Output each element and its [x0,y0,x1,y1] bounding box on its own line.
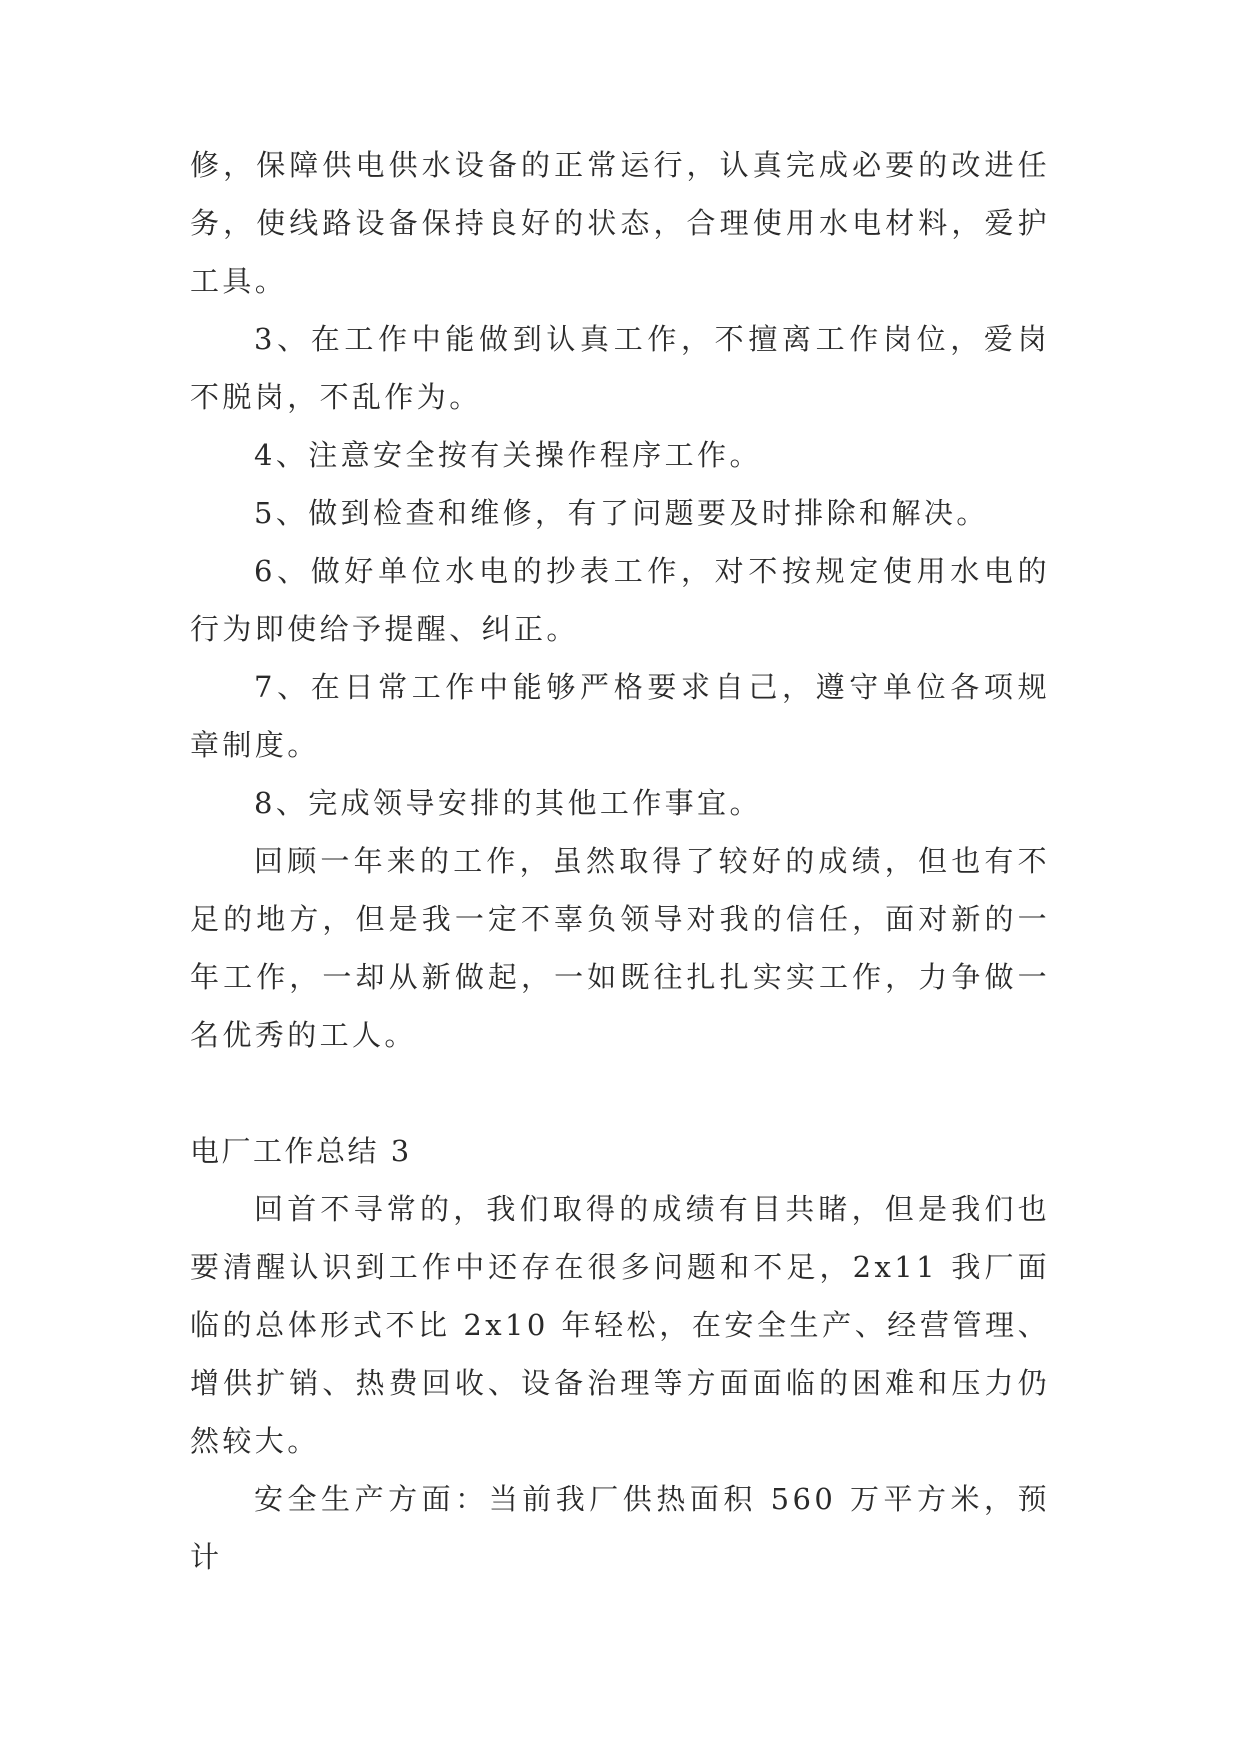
section-heading: 电厂工作总结 3 [190,1134,412,1168]
paragraph-item-3: 3、在工作中能做到认真工作，不擅离工作岗位，爱岗不脱岗，不乱作为。 [190,322,1050,414]
section-gap [190,1064,1050,1122]
paragraph-safety-production: 安全生产方面：当前我厂供热面积 560 万平方米，预计 [190,1482,1050,1574]
paragraph-item-5: 5、做到检查和维修，有了问题要及时排除和解决。 [254,496,989,530]
paragraph-item-4: 4、注意安全按有关操作程序工作。 [254,438,762,472]
paragraph-continued: 修，保障供电供水设备的正常运行，认真完成必要的改进任务，使线路设备保持良好的状态，合理使用水电材料，爱护工具。 [190,148,1050,298]
paragraph-summary-intro: 回首不寻常的，我们取得的成绩有目共睹，但是我们也要清醒认识到工作中还存在很多问题和不足，2x11 我厂面临的总体形式不比 2x10 年轻松，在安全生产、经营管理、增供扩销、热费回收、设备治理等方面面临的困难和压力仍然较大。 [190,1192,1050,1458]
document-body [190,136,1050,1586]
paragraph-item-8: 8、完成领导安排的其他工作事宜。 [254,786,762,820]
paragraph-item-6: 6、做好单位水电的抄表工作，对不按规定使用水电的行为即使给予提醒、纠正。 [190,554,1050,646]
paragraph-item-7: 7、在日常工作中能够严格要求自己，遵守单位各项规章制度。 [190,670,1050,762]
paragraph-review: 回顾一年来的工作，虽然取得了较好的成绩，但也有不足的地方，但是我一定不辜负领导对我的信任，面对新的一年工作，一却从新做起，一如既往扎扎实实工作，力争做一名优秀的工人。 [190,844,1050,1052]
